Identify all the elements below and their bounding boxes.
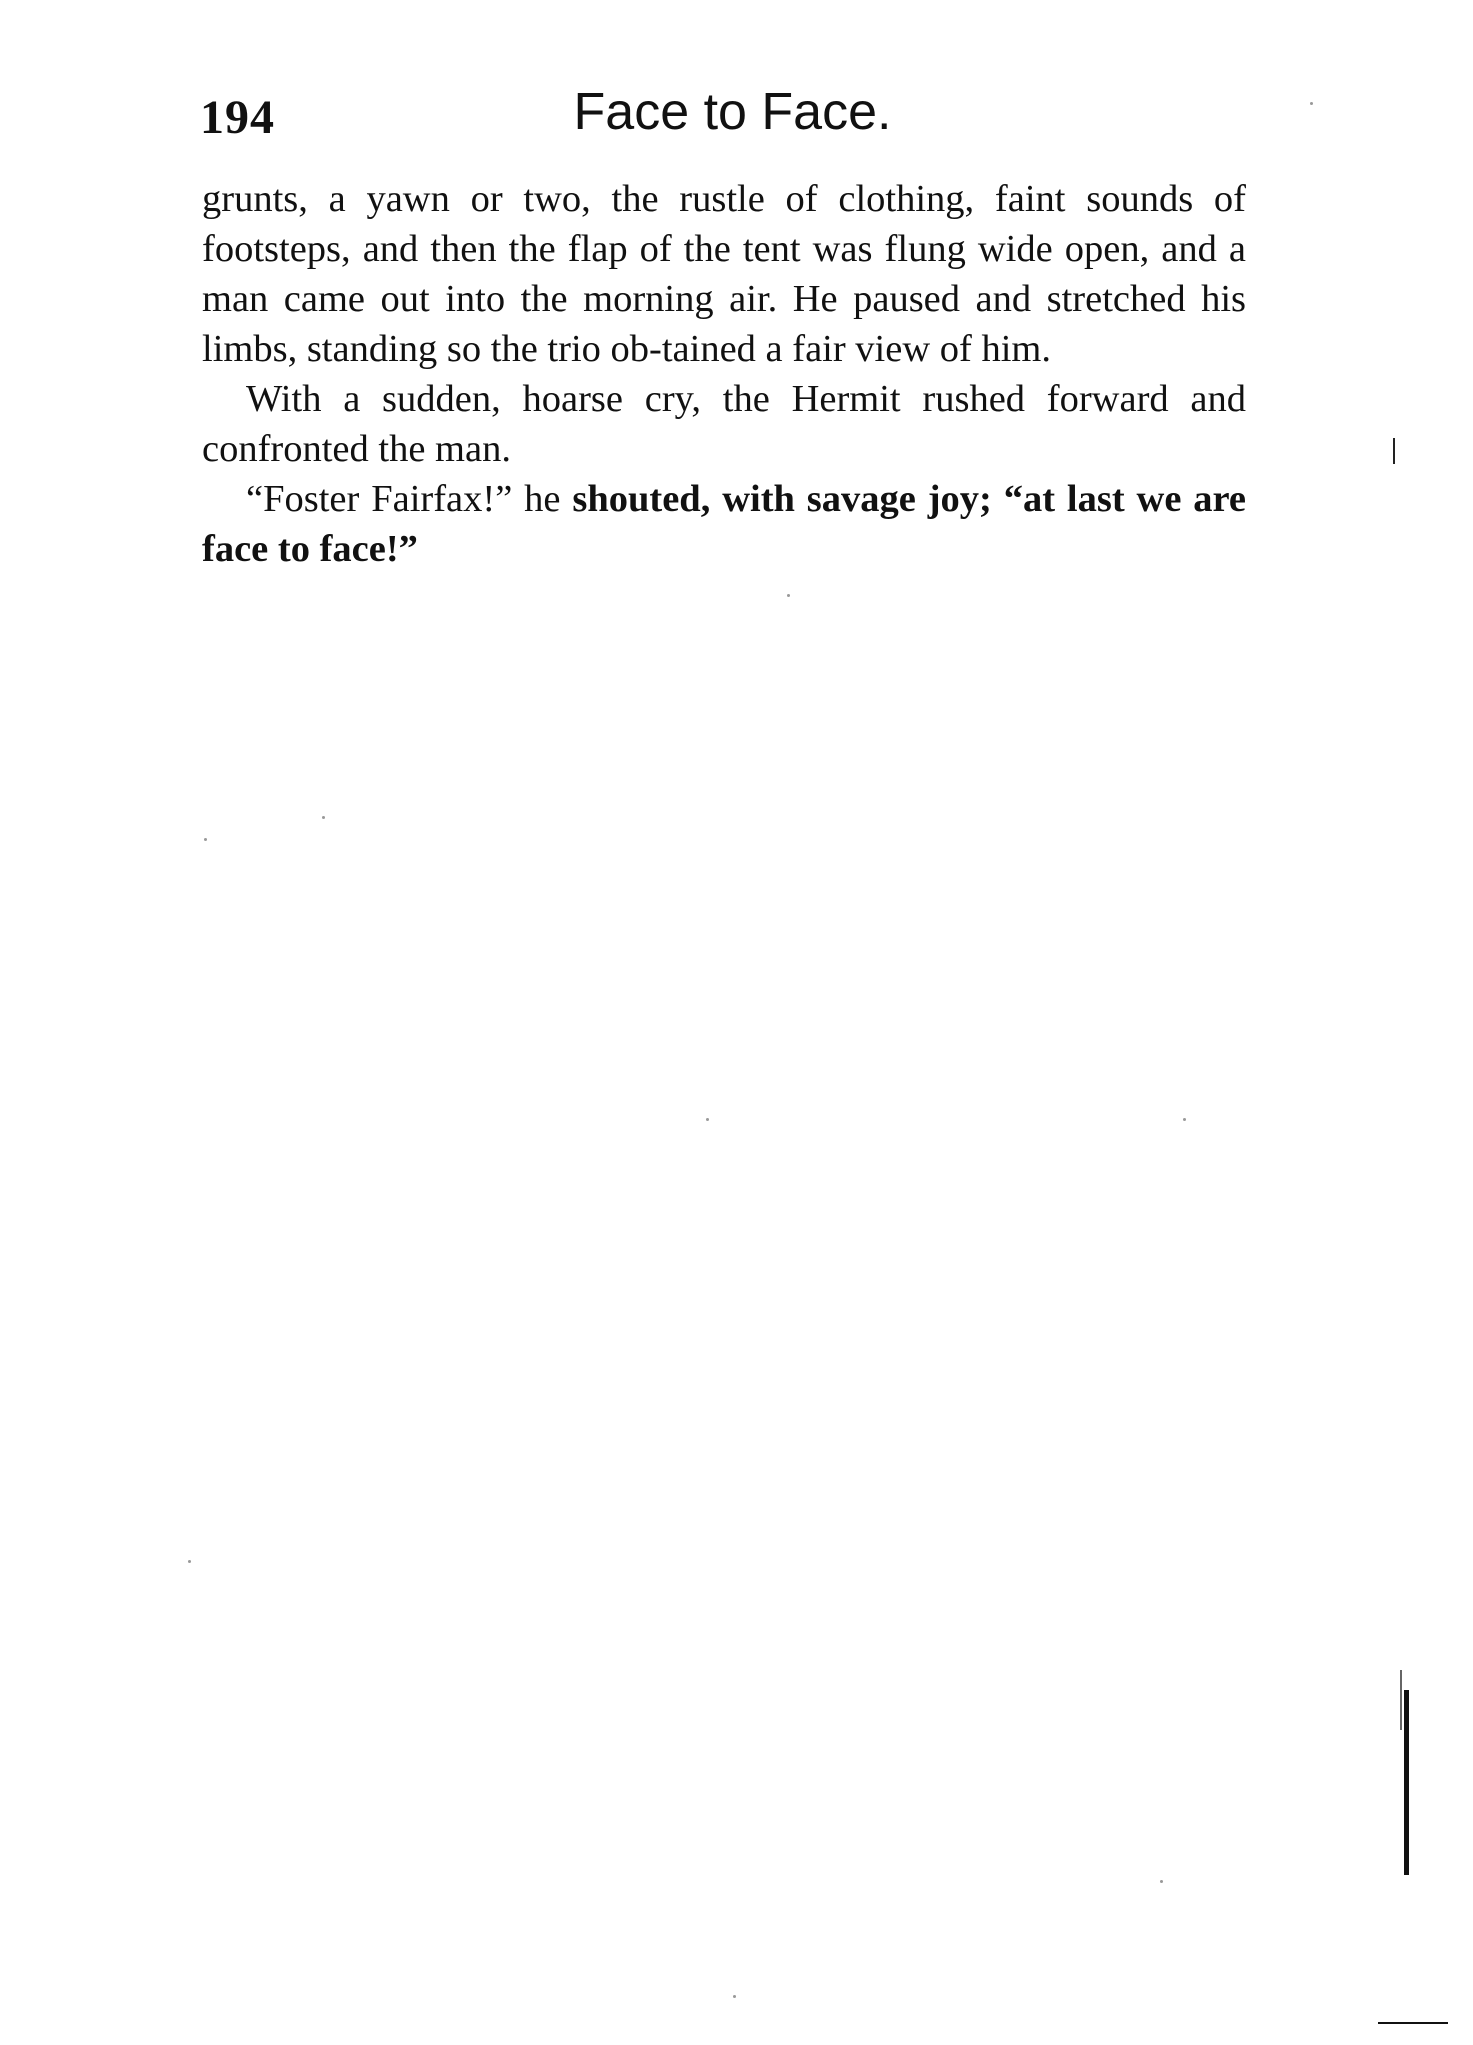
scan-speck: [204, 838, 207, 841]
running-title: Face to Face.: [573, 83, 892, 141]
page-edge-shadow: [1404, 1690, 1409, 1875]
body-text: [202, 174, 1246, 574]
scan-speck: [322, 816, 325, 819]
paragraph-2: With a sudden, hoarse cry, the Hermit rushed forward and confronted the man.: [202, 378, 1246, 470]
scan-speck: [1310, 102, 1313, 105]
scan-speck: [1160, 1880, 1163, 1883]
paragraph-3: [202, 474, 1246, 574]
paragraph-3-normal-text: “Foster Fairfax!” he: [246, 478, 573, 520]
paragraph-1: grunts, a yawn or two, the rustle of clothing, faint sounds of footsteps, and then the flap of the tent was flung wide open, and a man came out into the morning air. He paused and stretched his limbs, standing so the trio ob-tained a fair view of him.: [202, 178, 1246, 370]
page-number: 194: [200, 91, 275, 144]
scan-speck: [787, 594, 790, 597]
page-header: [200, 82, 1245, 152]
scan-speck: [733, 1995, 736, 1998]
scan-speck: [706, 1118, 709, 1121]
scan-speck: [1183, 1118, 1186, 1121]
paragraph-3-bold-text: shouted, with savage joy; “at last we are face to face!”: [202, 478, 1246, 570]
scan-speck: [188, 1560, 191, 1563]
bottom-edge-line: [1378, 2022, 1448, 2024]
page-edge-shadow-thin: [1400, 1670, 1402, 1730]
margin-tick-mark: [1393, 438, 1395, 464]
